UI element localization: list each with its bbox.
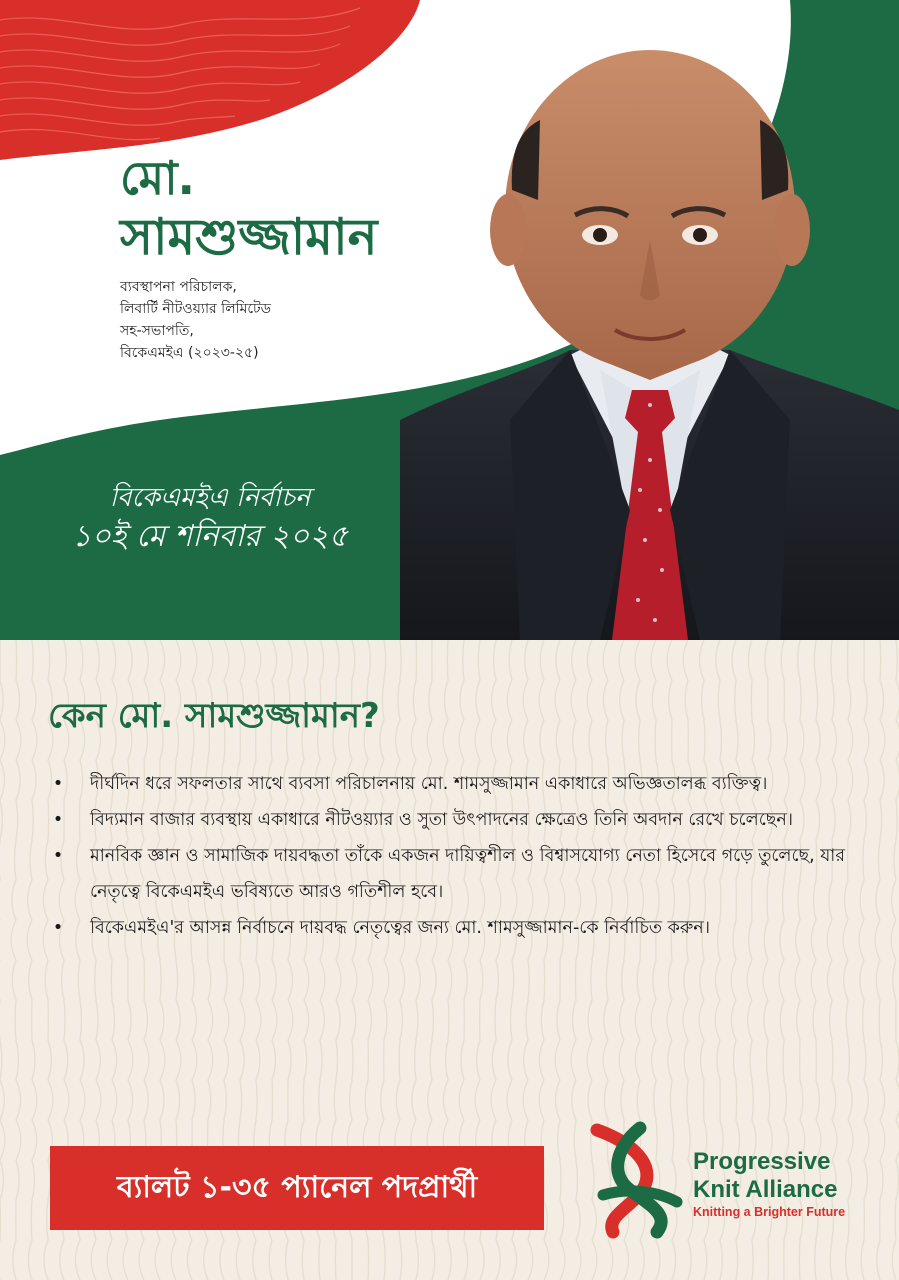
list-item-text: মানবিক জ্ঞান ও সামাজিক দায়বদ্ধতা তাঁকে একজন দায়িত্বশীল ও বিশ্বাসযোগ্য নেতা হিসেবে গড়ে তুলেছে, যার নেতৃত্বে বিকেএমইএ ভবিষ্যতে আরও গতিশীল হবে।	[90, 846, 845, 902]
list-item-text: দীর্ঘদিন ধরে সফলতার সাথে ব্যবসা পরিচালনায় মো. শামসুজ্জামান একাধারে অভিজ্ঞতালব্ধ ব্যক্তিত্ব।	[90, 774, 768, 794]
election-info	[40, 480, 380, 558]
candidate-designation	[120, 276, 450, 364]
list-item-text: বিকেএমইএ'র আসন্ন নির্বাচনে দায়বদ্ধ নেতৃত্বের জন্য মো. শামসুজ্জামান-কে নির্বাচিত করুন।	[90, 918, 710, 938]
election-title: বিকেএমইএ নির্বাচন	[109, 483, 311, 513]
section-heading: কেন মো. সামশুজ্জামান?	[48, 696, 380, 736]
reasons-list	[48, 766, 848, 946]
election-date: ১০ই মে শনিবার ২০২৫	[71, 519, 349, 554]
list-item-text: বিদ্যমান বাজার ব্যবস্থায় একাধারে নীটওয়্যার ও সুতা উৎপাদনের ক্ষেত্রেও তিনি অবদান রেখে চলেছেন।	[90, 810, 794, 830]
list-item	[48, 910, 848, 946]
bullet-icon: •	[52, 918, 64, 938]
list-item	[48, 802, 848, 838]
bullet-icon: •	[52, 846, 64, 866]
designation-line: ব্যবস্থাপনা পরিচালক,	[120, 279, 237, 295]
bullet-icon: •	[52, 810, 64, 830]
designation-line: লিবার্টি নীটওয়্যার লিমিটেড	[120, 301, 271, 317]
knot-logo-icon	[585, 1120, 690, 1240]
designation-line: সহ-সভাপতি,	[120, 323, 194, 339]
ballot-banner: ব্যালট ১-৩৫ প্যানেল পদপ্রার্থী	[50, 1146, 544, 1230]
candidate-name-prefix: মো.	[120, 151, 196, 205]
logo-tagline: Knitting a Brighter Future	[693, 1205, 846, 1219]
logo-text	[693, 1148, 845, 1220]
designation-line: বিকেএমইএ (২০২৩-২৫)	[120, 345, 259, 361]
bullet-icon: •	[52, 774, 64, 794]
alliance-logo	[585, 1120, 875, 1240]
list-item	[48, 838, 848, 910]
candidate-name: সামশুজ্জামান	[120, 208, 378, 266]
logo-title-line2: Knit Alliance	[693, 1176, 838, 1203]
candidate-name-block	[120, 150, 450, 364]
logo-title-line1: Progressive	[693, 1148, 831, 1175]
candidate-portrait	[400, 40, 899, 640]
list-item	[48, 766, 848, 802]
